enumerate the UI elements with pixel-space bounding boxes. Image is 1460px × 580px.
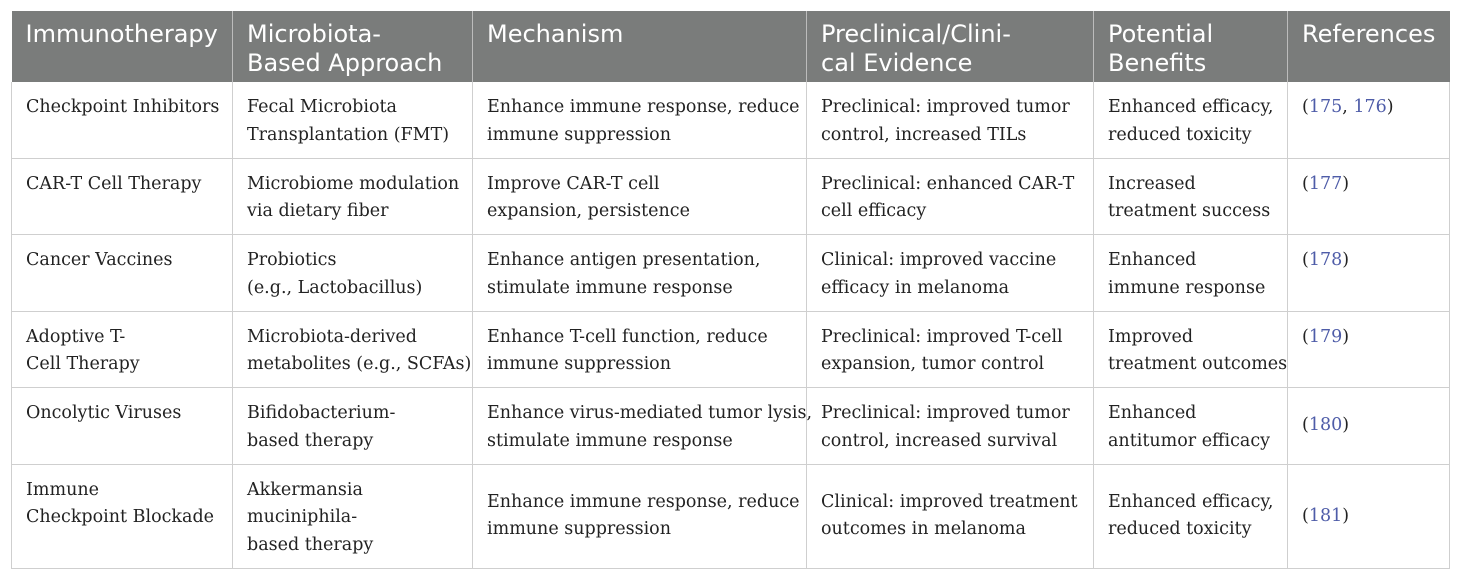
table-row bbox=[12, 82, 1450, 158]
cell-mechanism: Improve CAR-T cell expansion, persistence bbox=[473, 158, 807, 234]
table-row bbox=[12, 388, 1450, 464]
cell-evidence: Clinical: improved treatment outcomes in melanoma bbox=[807, 464, 1094, 568]
table-row bbox=[12, 311, 1450, 387]
table-row bbox=[12, 235, 1450, 311]
col-header-benefits: Potential Benefits bbox=[1094, 11, 1288, 82]
cell-immunotherapy: Checkpoint Inhibitors bbox=[12, 82, 233, 158]
table-row bbox=[12, 158, 1450, 234]
col-header-evidence: Preclinical/Clini- cal Evidence bbox=[807, 11, 1094, 82]
cell-mechanism: Enhance immune response, reduce immune suppression bbox=[473, 82, 807, 158]
cell-approach: Microbiota-derived metabolites (e.g., SCFAs) bbox=[233, 311, 473, 387]
col-header-immunotherapy: Immunotherapy bbox=[12, 11, 233, 82]
cell-references: (180) bbox=[1288, 388, 1450, 464]
reference-link[interactable]: 178 bbox=[1308, 250, 1343, 271]
cell-mechanism: Enhance immune response, reduce immune suppression bbox=[473, 464, 807, 568]
cell-immunotherapy: Immune Checkpoint Blockade bbox=[12, 464, 233, 568]
cell-mechanism: Enhance antigen presentation, stimulate immune response bbox=[473, 235, 807, 311]
cell-references: (179) bbox=[1288, 311, 1450, 387]
cell-approach: Akkermansia muciniphila- based therapy bbox=[233, 464, 473, 568]
col-header-mechanism: Mechanism bbox=[473, 11, 807, 82]
reference-link[interactable]: 180 bbox=[1308, 415, 1343, 436]
cell-approach: Fecal Microbiota Transplantation (FMT) bbox=[233, 82, 473, 158]
cell-benefits: Increased treatment success bbox=[1094, 158, 1288, 234]
cell-immunotherapy: CAR-T Cell Therapy bbox=[12, 158, 233, 234]
cell-mechanism: Enhance virus-mediated tumor lysis, stimulate immune response bbox=[473, 388, 807, 464]
cell-benefits: Enhanced efficacy, reduced toxicity bbox=[1094, 464, 1288, 568]
header-row bbox=[12, 11, 1450, 82]
cell-references: (178) bbox=[1288, 235, 1450, 311]
cell-references: (177) bbox=[1288, 158, 1450, 234]
cell-benefits: Enhanced efficacy, reduced toxicity bbox=[1094, 82, 1288, 158]
cell-evidence: Preclinical: enhanced CAR-T cell efficacy bbox=[807, 158, 1094, 234]
cell-approach: Microbiome modulation via dietary fiber bbox=[233, 158, 473, 234]
table-row bbox=[12, 464, 1450, 568]
cell-immunotherapy: Adoptive T- Cell Therapy bbox=[12, 311, 233, 387]
reference-link[interactable]: 176 bbox=[1353, 97, 1387, 117]
cell-benefits: Enhanced antitumor efficacy bbox=[1094, 388, 1288, 464]
cell-references: (175, 176) bbox=[1288, 82, 1450, 158]
cell-evidence: Preclinical: improved tumor control, increased TILs bbox=[807, 82, 1094, 158]
cell-benefits: Enhanced immune response bbox=[1094, 235, 1288, 311]
reference-link[interactable]: 175 bbox=[1308, 97, 1343, 117]
cell-mechanism: Enhance T-cell function, reduce immune suppression bbox=[473, 311, 807, 387]
cell-benefits: Improved treatment outcomes bbox=[1094, 311, 1288, 387]
cell-evidence: Preclinical: improved tumor control, increased survival bbox=[807, 388, 1094, 464]
cell-approach: Bifidobacterium- based therapy bbox=[233, 388, 473, 464]
col-header-references: References bbox=[1288, 11, 1450, 82]
col-header-approach: Microbiota- Based Approach bbox=[233, 11, 473, 82]
reference-link[interactable]: 181 bbox=[1308, 505, 1343, 526]
cell-immunotherapy: Cancer Vaccines bbox=[12, 235, 233, 311]
cell-evidence: Clinical: improved vaccine efficacy in melanoma bbox=[807, 235, 1094, 311]
cell-references: (181) bbox=[1288, 464, 1450, 568]
cell-immunotherapy: Oncolytic Viruses bbox=[12, 388, 233, 464]
cell-approach: Probiotics (e.g., Lactobacillus) bbox=[233, 235, 473, 311]
reference-link[interactable]: 179 bbox=[1308, 326, 1343, 347]
reference-link[interactable]: 177 bbox=[1308, 173, 1343, 194]
cell-evidence: Preclinical: improved T-cell expansion, tumor control bbox=[807, 311, 1094, 387]
therapy-table bbox=[11, 11, 1450, 569]
